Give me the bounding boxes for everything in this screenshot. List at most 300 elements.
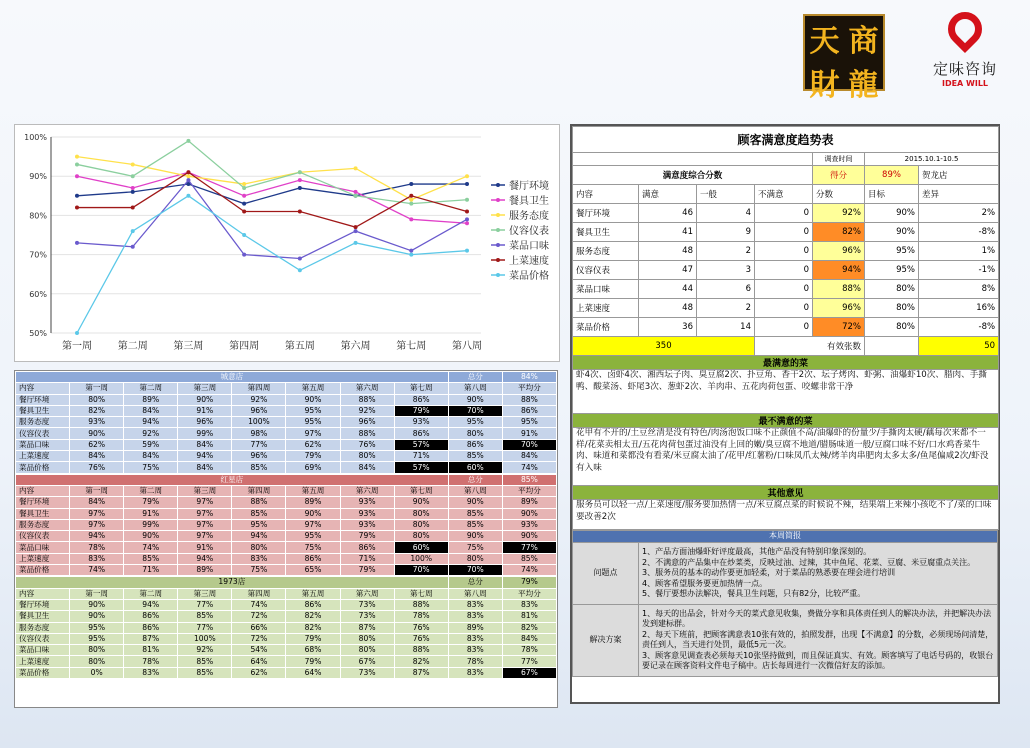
data-point bbox=[186, 139, 190, 143]
table-cell: 餐厅环境 bbox=[16, 599, 70, 610]
solution-item: 3、顾客意见调查表必须每天10张坚持做到，而且保证真实、有效。顾客填写了电话号码的，收银台要记录在顾客资料文件电子稿中。店长每周进行一次微信好友的添加。 bbox=[642, 650, 994, 670]
table-cell: 62% bbox=[70, 439, 124, 450]
table-cell: 96% bbox=[813, 242, 865, 261]
table-cell: 71% bbox=[394, 451, 448, 462]
column-header: 第六周 bbox=[340, 485, 394, 496]
data-point bbox=[242, 182, 246, 186]
table-row bbox=[16, 531, 557, 542]
x-tick-label: 第五周 bbox=[284, 341, 315, 352]
table-cell: 82% bbox=[813, 223, 865, 242]
data-point bbox=[242, 253, 246, 257]
data-point bbox=[465, 221, 469, 225]
legend-label: 菜品口味 bbox=[509, 241, 549, 252]
table-cell: 餐具卫生 bbox=[16, 405, 70, 416]
table-cell: 97% bbox=[70, 519, 124, 530]
y-tick-label: 80% bbox=[29, 211, 47, 221]
table-cell: 48 bbox=[639, 242, 697, 261]
column-header: 第一周 bbox=[70, 588, 124, 599]
data-point bbox=[75, 206, 79, 210]
table-cell: 78% bbox=[502, 645, 556, 656]
worst-dishes-title: 最不满意的菜 bbox=[573, 414, 999, 428]
data-point bbox=[354, 194, 358, 198]
table-cell: 54% bbox=[232, 645, 286, 656]
table-cell: 80% bbox=[340, 633, 394, 644]
table-cell: 68% bbox=[286, 645, 340, 656]
table-cell: 88% bbox=[502, 394, 556, 405]
table-cell: 90% bbox=[448, 531, 502, 542]
table-cell: 90% bbox=[70, 428, 124, 439]
x-tick-label: 第七周 bbox=[396, 341, 427, 352]
table-cell: 91% bbox=[124, 508, 178, 519]
store-block bbox=[15, 371, 557, 474]
table-row bbox=[16, 542, 557, 553]
data-point bbox=[75, 241, 79, 245]
table-cell: 86% bbox=[286, 553, 340, 564]
data-point bbox=[354, 241, 358, 245]
table-cell: 82% bbox=[502, 622, 556, 633]
table-cell: 94% bbox=[124, 599, 178, 610]
problem-item: 2、不满意的产品集中在炒菜类，反映过油、过辣，其中鱼尾、花菜、豆腐、米豆腐重点关注。 bbox=[642, 557, 976, 567]
table-cell: 80% bbox=[340, 645, 394, 656]
column-header: 第三周 bbox=[178, 485, 232, 496]
data-point bbox=[242, 186, 246, 190]
table-cell: 90% bbox=[286, 394, 340, 405]
store-name: 1973店 bbox=[16, 577, 449, 588]
table-cell: 60% bbox=[394, 542, 448, 553]
table-cell: 95% bbox=[286, 417, 340, 428]
table-cell: 96% bbox=[340, 417, 394, 428]
legend-marker bbox=[496, 258, 500, 262]
table-cell: 90% bbox=[124, 531, 178, 542]
table-cell: 76% bbox=[394, 633, 448, 644]
other-opinions-title: 其他意见 bbox=[573, 486, 999, 500]
table-cell: 84% bbox=[70, 451, 124, 462]
score-value: 85% bbox=[502, 474, 556, 485]
table-cell: 90% bbox=[70, 599, 124, 610]
data-point bbox=[409, 182, 413, 186]
table-cell: 92% bbox=[232, 394, 286, 405]
table-cell: 99% bbox=[124, 519, 178, 530]
data-point bbox=[465, 209, 469, 213]
best-dishes-text: 虾4次、卤虾4次、湘西坛子肉、臭豆腐2次、扑豆角、香干2次、坛子烤肉、虾粥、油爆虾10次、腊肉、手撕鸭、酸菜汤、虾尾3次、葱虾2次、羊肉串、五花肉荷包蛋、咬螺非常干净 bbox=[573, 370, 999, 414]
table-cell: 8% bbox=[919, 280, 999, 299]
table-cell: 餐具卫生 bbox=[16, 611, 70, 622]
table-row bbox=[16, 667, 557, 678]
table-cell: 0 bbox=[755, 299, 813, 318]
location-pin-icon bbox=[941, 5, 989, 53]
table-cell: 100% bbox=[394, 553, 448, 564]
solution-item: 1、每天的出品会，针对今天的菜式意见收集，费做分享和具体责任到人的解决办法，并把解决办法发到建标群。 bbox=[642, 608, 992, 628]
table-cell: 92% bbox=[124, 428, 178, 439]
x-tick-label: 第八周 bbox=[452, 341, 482, 352]
table-cell: 菜品价格 bbox=[16, 667, 70, 678]
table-row bbox=[16, 508, 557, 519]
table-cell: 91% bbox=[502, 428, 556, 439]
table-cell: 90% bbox=[70, 611, 124, 622]
table-row bbox=[16, 439, 557, 450]
table-cell: 80% bbox=[865, 299, 919, 318]
panel-title: 顾客满意度趋势表 bbox=[573, 127, 999, 153]
legend-marker bbox=[496, 213, 500, 217]
data-point bbox=[354, 190, 358, 194]
column-header: 一般 bbox=[697, 185, 755, 204]
data-point bbox=[298, 209, 302, 213]
table-cell: -8% bbox=[919, 223, 999, 242]
table-cell: 83% bbox=[124, 667, 178, 678]
table-cell: 80% bbox=[340, 451, 394, 462]
table-cell: 90% bbox=[448, 497, 502, 508]
table-cell: 71% bbox=[340, 553, 394, 564]
y-tick-label: 90% bbox=[29, 172, 47, 182]
table-cell: 0 bbox=[755, 280, 813, 299]
table-cell: 85% bbox=[232, 462, 286, 473]
table-cell: 仪容仪表 bbox=[16, 428, 70, 439]
table-cell: 90% bbox=[394, 497, 448, 508]
column-header: 平均分 bbox=[502, 588, 556, 599]
table-cell: 74% bbox=[502, 462, 556, 473]
other-opinions-text: 服务员可以轻一点/上菜速度/服务要加热情一点/米豆腐点菜的时候说不辣，结果端上来辣小孩吃不了/菜的口味要改善2次 bbox=[573, 500, 999, 530]
table-cell: 94% bbox=[70, 531, 124, 542]
table-cell: 83% bbox=[448, 645, 502, 656]
table-cell: 94% bbox=[124, 417, 178, 428]
table-cell: 90% bbox=[178, 394, 232, 405]
table-cell: 87% bbox=[340, 622, 394, 633]
table-cell: 77% bbox=[178, 599, 232, 610]
store-weekly-sheet bbox=[14, 370, 558, 708]
score-label: 总分 bbox=[448, 474, 502, 485]
table-cell: 94% bbox=[813, 261, 865, 280]
column-header: 第四周 bbox=[232, 485, 286, 496]
table-cell: 48 bbox=[639, 299, 697, 318]
legend-label: 菜品价格 bbox=[509, 271, 549, 282]
problem-item: 4、顾客希望服务要更加热情一点。 bbox=[642, 578, 768, 588]
table-cell: 79% bbox=[124, 497, 178, 508]
table-cell: 72% bbox=[813, 318, 865, 337]
table-cell: 80% bbox=[394, 508, 448, 519]
table-cell: 78% bbox=[70, 542, 124, 553]
table-cell: 4 bbox=[697, 204, 755, 223]
legend-marker bbox=[496, 228, 500, 232]
table-cell: 96% bbox=[178, 417, 232, 428]
table-cell: 73% bbox=[340, 667, 394, 678]
table-cell: 78% bbox=[394, 611, 448, 622]
table-cell: 84% bbox=[340, 462, 394, 473]
logo-char: 財 bbox=[809, 68, 840, 103]
worst-dishes-text: 花甲有不开的/土豆丝清是没有特色/肉汤泡饭口味不正颜值不高/油爆虾的份量少/手撕肉太硬/藕每次来都不一样/花菜卖相太丑/五花肉荷包蛋过油没有上回的嫩/臭豆腐不地道/腊肠味道一般/豆腐口味不好/口水鸡香菜牛肉、味道和菜都没有看菜/米豆腐太油了/花甲/红薯粉/口味凤爪太辣/烤羊肉串肥肉太多太多/鱼尾偏咸2次/虾没有入味 bbox=[573, 428, 999, 486]
table-cell: 67% bbox=[340, 656, 394, 667]
table-cell: 70% bbox=[394, 565, 448, 576]
column-header: 第一周 bbox=[70, 485, 124, 496]
table-row bbox=[573, 299, 999, 318]
table-cell: 86% bbox=[124, 622, 178, 633]
table-cell: 14 bbox=[697, 318, 755, 337]
solution-label: 解决方案 bbox=[573, 604, 639, 676]
table-row bbox=[573, 261, 999, 280]
table-cell: 64% bbox=[286, 667, 340, 678]
problem-list bbox=[639, 543, 998, 605]
column-header: 第七周 bbox=[394, 588, 448, 599]
survey-time-label: 调查时间 bbox=[813, 153, 865, 166]
column-header: 第五周 bbox=[286, 588, 340, 599]
table-cell: 70% bbox=[448, 565, 502, 576]
table-cell: 86% bbox=[286, 599, 340, 610]
table-cell: 上菜速度 bbox=[16, 656, 70, 667]
table-cell: 0% bbox=[70, 667, 124, 678]
table-cell: 79% bbox=[286, 656, 340, 667]
table-cell: 74% bbox=[502, 565, 556, 576]
x-tick-label: 第三周 bbox=[173, 341, 204, 352]
table-cell: 85% bbox=[502, 553, 556, 564]
table-cell: 57% bbox=[394, 439, 448, 450]
table-cell: 84% bbox=[502, 633, 556, 644]
legend-marker bbox=[496, 183, 500, 187]
table-cell: 41 bbox=[639, 223, 697, 242]
table-cell: 餐厅环境 bbox=[16, 394, 70, 405]
table-cell: 99% bbox=[178, 428, 232, 439]
table-cell: 78% bbox=[448, 656, 502, 667]
column-header: 平均分 bbox=[502, 383, 556, 394]
table-cell: 73% bbox=[340, 599, 394, 610]
table-cell: 79% bbox=[286, 633, 340, 644]
column-header: 内容 bbox=[16, 485, 70, 496]
table-cell: 96% bbox=[232, 405, 286, 416]
data-point bbox=[186, 178, 190, 182]
score-value: 89% bbox=[865, 166, 919, 185]
table-cell: 70% bbox=[502, 439, 556, 450]
satisfaction-trend-panel bbox=[570, 124, 1000, 704]
legend-marker bbox=[496, 198, 500, 202]
y-tick-label: 60% bbox=[29, 289, 47, 299]
data-point bbox=[242, 233, 246, 237]
problem-item: 1、产品方面油爆虾好评度最高，其他产品没有特别印象深刻的。 bbox=[642, 547, 872, 556]
y-tick-label: 50% bbox=[29, 329, 47, 338]
legend-label: 上菜速度 bbox=[509, 256, 549, 267]
legend-marker bbox=[496, 273, 500, 277]
table-cell: 59% bbox=[124, 439, 178, 450]
table-cell: 85% bbox=[448, 519, 502, 530]
table-cell: 82% bbox=[286, 622, 340, 633]
y-tick-label: 70% bbox=[29, 250, 47, 260]
table-cell: 78% bbox=[124, 656, 178, 667]
store-block bbox=[15, 576, 557, 679]
table-cell: 77% bbox=[502, 542, 556, 553]
table-cell: 菜品口味 bbox=[16, 439, 70, 450]
table-cell: 80% bbox=[865, 280, 919, 299]
table-cell: 97% bbox=[178, 531, 232, 542]
series-line bbox=[77, 157, 467, 200]
survey-time-value: 2015.10.1-10.5 bbox=[865, 153, 999, 166]
table-row bbox=[16, 428, 557, 439]
table-cell: 88% bbox=[813, 280, 865, 299]
table-cell: 上菜速度 bbox=[573, 299, 639, 318]
table-cell: 74% bbox=[124, 542, 178, 553]
column-header: 第六周 bbox=[340, 383, 394, 394]
table-cell: 80% bbox=[448, 553, 502, 564]
table-cell: 菜品价格 bbox=[16, 565, 70, 576]
solution-list bbox=[639, 604, 998, 676]
table-cell: 9 bbox=[697, 223, 755, 242]
table-cell: 16% bbox=[919, 299, 999, 318]
table-cell: 93% bbox=[340, 497, 394, 508]
data-point bbox=[75, 174, 79, 178]
data-point bbox=[131, 162, 135, 166]
table-cell: 菜品价格 bbox=[16, 462, 70, 473]
table-cell: 70% bbox=[448, 405, 502, 416]
table-cell: 88% bbox=[340, 428, 394, 439]
chart-svg bbox=[15, 125, 561, 363]
y-tick-label: 100% bbox=[24, 133, 47, 142]
data-point bbox=[465, 198, 469, 202]
table-cell: 95% bbox=[286, 531, 340, 542]
table-cell: 85% bbox=[124, 553, 178, 564]
data-point bbox=[298, 186, 302, 190]
table-cell: 1% bbox=[919, 242, 999, 261]
data-point bbox=[186, 194, 190, 198]
table-cell: 97% bbox=[178, 519, 232, 530]
table-cell: 80% bbox=[70, 645, 124, 656]
table-cell: 86% bbox=[394, 428, 448, 439]
table-cell: 80% bbox=[70, 656, 124, 667]
data-point bbox=[354, 225, 358, 229]
table-cell: 60% bbox=[448, 462, 502, 473]
table-cell: 86% bbox=[124, 611, 178, 622]
legend-label: 餐具卫生 bbox=[509, 196, 549, 207]
store-name: 城意店 bbox=[16, 372, 449, 383]
table-cell: 90% bbox=[865, 204, 919, 223]
table-cell: 76% bbox=[394, 622, 448, 633]
table-cell: 94% bbox=[232, 531, 286, 542]
table-cell: 64% bbox=[232, 656, 286, 667]
data-point bbox=[409, 198, 413, 202]
data-point bbox=[75, 155, 79, 159]
data-point bbox=[409, 194, 413, 198]
table-cell: 93% bbox=[70, 417, 124, 428]
column-header: 第八周 bbox=[448, 383, 502, 394]
table-cell: 69% bbox=[286, 462, 340, 473]
table-cell: 80% bbox=[448, 428, 502, 439]
table-cell: 88% bbox=[394, 599, 448, 610]
table-cell: 66% bbox=[232, 622, 286, 633]
table-cell: 餐厅环境 bbox=[573, 204, 639, 223]
table-cell: 76% bbox=[340, 439, 394, 450]
table-cell: 88% bbox=[232, 497, 286, 508]
data-point bbox=[131, 186, 135, 190]
table-row bbox=[16, 611, 557, 622]
table-cell: 81% bbox=[124, 645, 178, 656]
table-cell: 93% bbox=[394, 417, 448, 428]
table-cell: 服务态度 bbox=[16, 417, 70, 428]
table-cell: 44 bbox=[639, 280, 697, 299]
table-cell: 餐具卫生 bbox=[16, 508, 70, 519]
data-point bbox=[465, 249, 469, 253]
valid-count: 50 bbox=[919, 337, 999, 356]
table-cell: 77% bbox=[232, 439, 286, 450]
column-header: 第五周 bbox=[286, 485, 340, 496]
table-cell: 2 bbox=[697, 242, 755, 261]
table-cell: 上菜速度 bbox=[16, 553, 70, 564]
best-dishes-title: 最满意的菜 bbox=[573, 356, 999, 370]
column-header: 第二周 bbox=[124, 588, 178, 599]
table-row bbox=[16, 394, 557, 405]
series-line bbox=[77, 196, 467, 333]
table-row bbox=[573, 280, 999, 299]
table-cell: 93% bbox=[340, 508, 394, 519]
table-cell: 83% bbox=[232, 553, 286, 564]
data-point bbox=[354, 166, 358, 170]
table-cell: 3 bbox=[697, 261, 755, 280]
table-cell: 75% bbox=[448, 542, 502, 553]
logo-cn-text: 定味咨询 bbox=[932, 60, 997, 78]
table-cell: 79% bbox=[340, 531, 394, 542]
table-row bbox=[16, 645, 557, 656]
store-name: 贺龙店 bbox=[919, 166, 999, 185]
table-row bbox=[16, 405, 557, 416]
trend-line-chart bbox=[14, 124, 560, 362]
data-point bbox=[465, 182, 469, 186]
table-cell: 96% bbox=[813, 299, 865, 318]
column-header: 满意 bbox=[639, 185, 697, 204]
table-cell: 95% bbox=[448, 417, 502, 428]
table-cell: 82% bbox=[286, 611, 340, 622]
table-cell: 85% bbox=[448, 451, 502, 462]
table-cell: 84% bbox=[178, 462, 232, 473]
table-cell: 97% bbox=[286, 428, 340, 439]
table-cell: 88% bbox=[340, 394, 394, 405]
data-point bbox=[75, 194, 79, 198]
table-row bbox=[16, 451, 557, 462]
table-row bbox=[573, 242, 999, 261]
data-point bbox=[75, 162, 79, 166]
table-cell: 92% bbox=[340, 405, 394, 416]
table-cell: 93% bbox=[502, 519, 556, 530]
table-cell: 89% bbox=[178, 565, 232, 576]
data-point bbox=[131, 229, 135, 233]
table-cell: 97% bbox=[178, 508, 232, 519]
table-cell: 85% bbox=[448, 508, 502, 519]
table-cell: 92% bbox=[813, 204, 865, 223]
table-cell: 95% bbox=[232, 519, 286, 530]
table-cell: -1% bbox=[919, 261, 999, 280]
score-title: 满意度综合分数 bbox=[573, 166, 813, 185]
table-row bbox=[16, 622, 557, 633]
table-cell: 90% bbox=[448, 394, 502, 405]
table-cell: 71% bbox=[124, 565, 178, 576]
x-tick-label: 第一周 bbox=[62, 341, 92, 352]
table-cell: 98% bbox=[232, 428, 286, 439]
table-row bbox=[16, 417, 557, 428]
table-cell: 0 bbox=[755, 261, 813, 280]
series-line bbox=[77, 141, 467, 204]
table-cell: 97% bbox=[70, 508, 124, 519]
table-row bbox=[16, 599, 557, 610]
column-header: 平均分 bbox=[502, 485, 556, 496]
valid-label: 有效张数 bbox=[755, 337, 865, 356]
table-cell: 89% bbox=[502, 497, 556, 508]
table-cell: 80% bbox=[865, 318, 919, 337]
table-cell: 83% bbox=[448, 599, 502, 610]
table-row bbox=[573, 223, 999, 242]
column-header: 目标 bbox=[865, 185, 919, 204]
table-cell: 100% bbox=[232, 417, 286, 428]
table-cell: 86% bbox=[448, 439, 502, 450]
problem-item: 5、餐厅要想办法解决，餐具卫生问题，只有82分，比较严重。 bbox=[642, 589, 866, 598]
column-header: 第二周 bbox=[124, 383, 178, 394]
table-cell: 93% bbox=[340, 519, 394, 530]
score-value: 84% bbox=[502, 372, 556, 383]
table-cell: 80% bbox=[232, 542, 286, 553]
data-point bbox=[409, 249, 413, 253]
table-cell: 83% bbox=[448, 611, 502, 622]
